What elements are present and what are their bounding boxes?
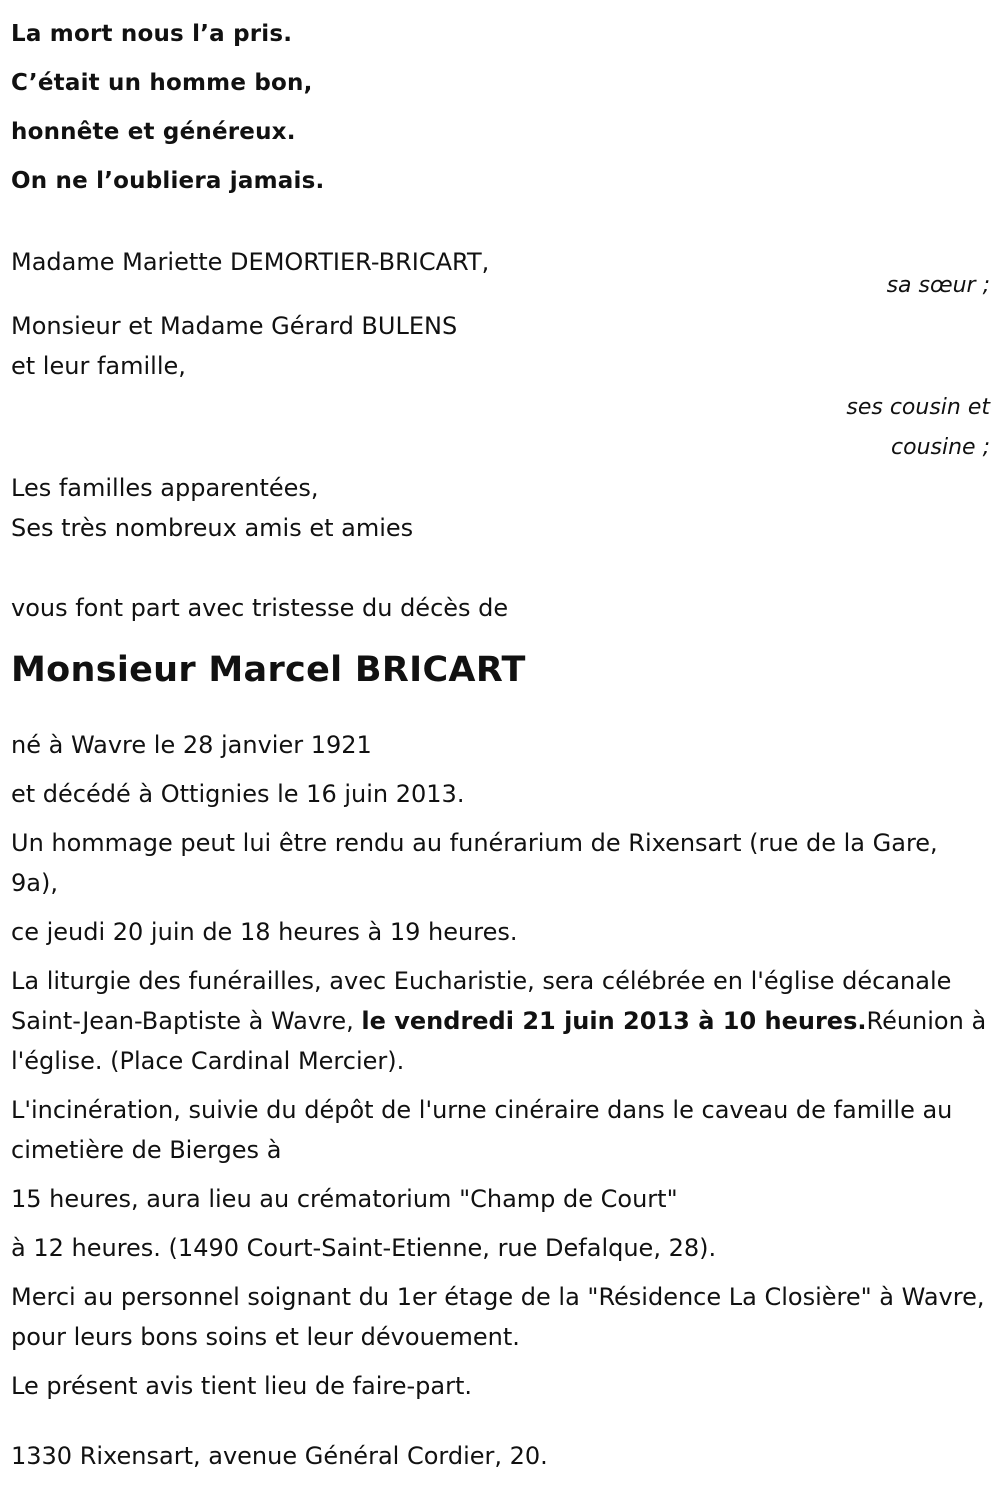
incineration-info: L'incinération, suivie du dépôt de l'urne cinéraire dans le caveau de famille au cimetière de Bierges à bbox=[11, 1096, 953, 1164]
tribute-time: ce jeudi 20 juin de 18 heures à 19 heures. bbox=[11, 918, 518, 946]
liturgy-text: La liturgie des funérailles, avec Eucharistie, sera célébrée en l'église décanale Saint-Jean-Baptiste à Wavre, bbox=[11, 967, 952, 1035]
memorial-poem bbox=[11, 0, 990, 206]
obituary-details bbox=[11, 725, 990, 1406]
announcement: vous font part avec tristesse du décès de bbox=[11, 594, 509, 622]
family-cousins-line2: et leur famille, bbox=[11, 352, 186, 380]
poem-line: C’était un homme bon, bbox=[11, 70, 313, 96]
family-cousins-relation-line1: ses cousin et bbox=[846, 395, 990, 420]
death-info: et décédé à Ottignies le 16 juin 2013. bbox=[11, 780, 465, 808]
family-sister-relation: sa sœur ; bbox=[886, 273, 990, 298]
obituary-notice bbox=[11, 0, 990, 1476]
notice-statement: Le présent avis tient lieu de faire-part. bbox=[11, 1372, 473, 1400]
family-cousins-relation-line2: cousine ; bbox=[891, 435, 990, 460]
family-address: 1330 Rixensart, avenue Général Cordier, 20. bbox=[11, 1442, 548, 1470]
family-others-line2: Ses très nombreux amis et amies bbox=[11, 514, 414, 542]
liturgy-meeting: Réunion à l'église. (Place Cardinal Mercier). bbox=[11, 1007, 987, 1075]
deceased-name: Monsieur Marcel BRICART bbox=[11, 650, 526, 690]
thanks-message: Merci au personnel soignant du 1er étage de la "Résidence La Closière" à Wavre, pour leurs bons soins et leur dévouement. bbox=[11, 1283, 985, 1351]
liturgy-info bbox=[11, 961, 990, 1081]
crematorium-info: 15 heures, aura lieu au crématorium "Champ de Court" bbox=[11, 1185, 678, 1213]
family-cousins-line1: Monsieur et Madame Gérard BULENS bbox=[11, 312, 458, 340]
poem-line: On ne l’oubliera jamais. bbox=[11, 168, 325, 194]
crematorium-time: à 12 heures. (1490 Court-Saint-Etienne, rue Defalque, 28). bbox=[11, 1234, 717, 1262]
birth-info: né à Wavre le 28 janvier 1921 bbox=[11, 731, 372, 759]
liturgy-date: le vendredi 21 juin 2013 à 10 heures. bbox=[361, 1007, 867, 1035]
poem-line: La mort nous l’a pris. bbox=[11, 21, 293, 47]
family-others-line1: Les familles apparentées, bbox=[11, 474, 319, 502]
tribute-info: Un hommage peut lui être rendu au funérarium de Rixensart (rue de la Gare, 9a), bbox=[11, 829, 938, 897]
poem-line: honnête et généreux. bbox=[11, 119, 296, 145]
family-sister-name: Madame Mariette DEMORTIER-BRICART, bbox=[11, 248, 490, 276]
family-list bbox=[11, 242, 990, 548]
